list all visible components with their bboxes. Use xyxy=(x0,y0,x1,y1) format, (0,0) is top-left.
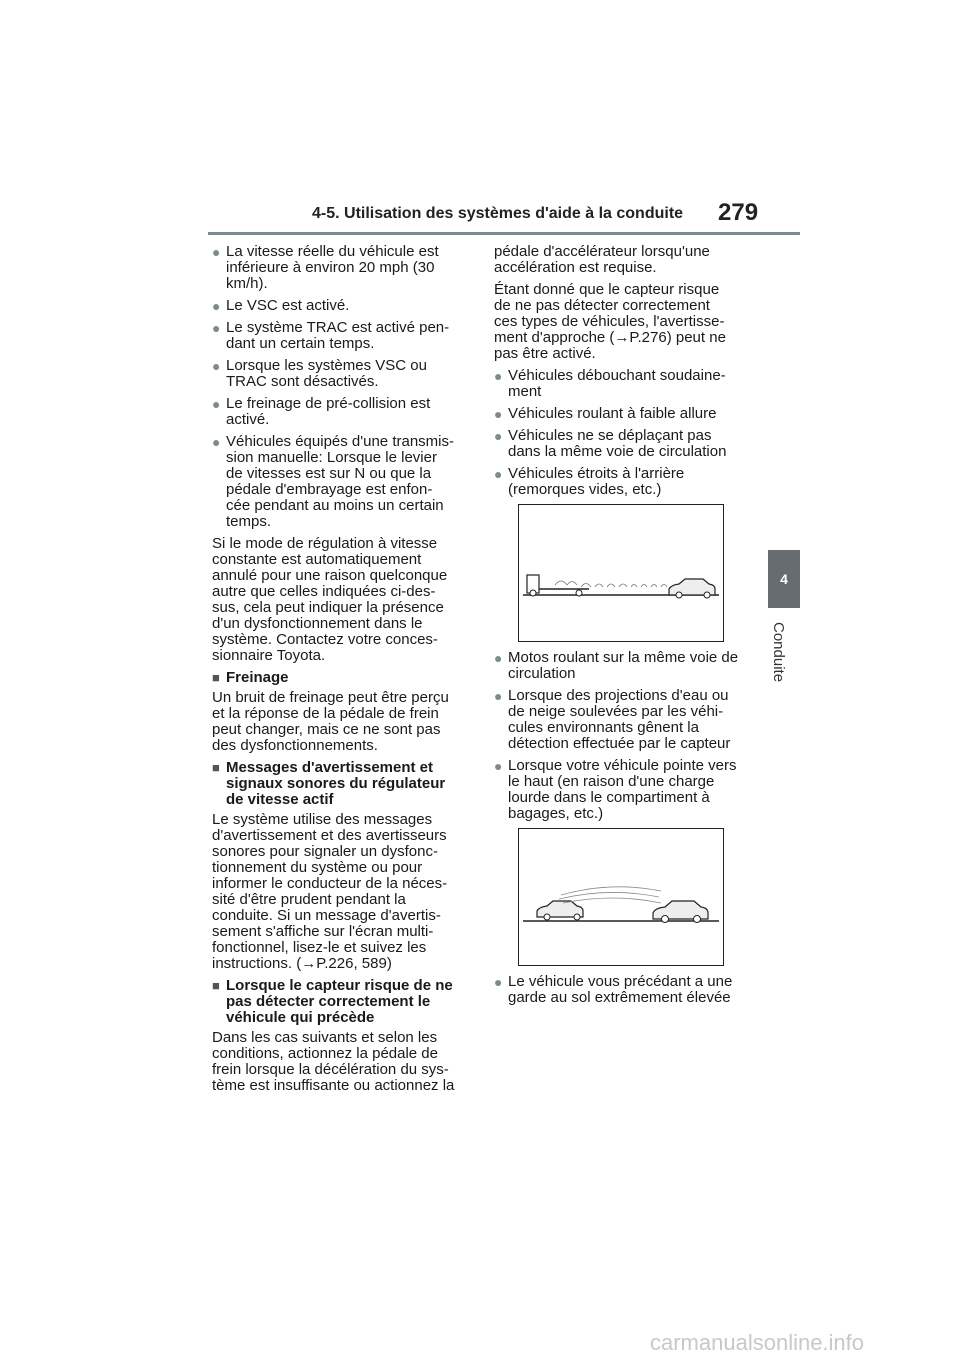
bullet-icon: ● xyxy=(494,650,503,666)
list-item: ● Lorsque votre véhicule pointe vers le haut (en raison d'une charge lourde dans le compartiment à bagages, etc.) xyxy=(494,757,737,822)
bullet-icon: ● xyxy=(494,466,503,482)
list-item: ● Lorsque les systèmes VSC ou TRAC sont désactivés. xyxy=(212,357,427,390)
list-item: ● Véhicules débouchant soudaine- ment xyxy=(494,367,726,400)
left-column xyxy=(212,244,472,1100)
section-title: 4-5. Utilisation des systèmes d'aide à la conduite xyxy=(312,205,684,222)
bullet-icon: ● xyxy=(494,688,503,704)
list-item: ● Le VSC est activé. xyxy=(212,297,350,314)
bullet-icon: ● xyxy=(212,434,221,450)
bullet-icon: ● xyxy=(212,358,221,374)
list-item: ● Véhicules ne se déplaçant pas dans la même voie de circulation xyxy=(494,427,727,460)
watermark: carmanualsonline.info xyxy=(650,1330,865,1355)
car-pitch-illustration xyxy=(518,828,724,966)
paragraph: Le système utilise des messages d'avertissement et des avertisseurs sonores pour signaler un dysfonc- tionnement du système ou pour informer le conducteur de la néces- sité d'être prudent pendant la conduite. Si un message d'avertis- sement s'affiche sur l'écran multi- fonctionnel, lisez-le et suivez les instructions. (→P.226, 589) xyxy=(212,811,448,972)
bullet-icon: ● xyxy=(494,974,503,990)
paragraph: Étant donné que le capteur risque de ne pas détecter correctement ces types de véhicules, l'avertisse- ment d'approche (→P.276) peut ne pas être activé. xyxy=(494,281,726,362)
chapter-tab[interactable]: 4 xyxy=(768,550,800,608)
list-item: ● Véhicules roulant à faible allure xyxy=(494,405,717,422)
bullet-icon: ● xyxy=(212,298,221,314)
car-pitch-drawing xyxy=(519,829,723,965)
square-bullet-icon: ■ xyxy=(212,978,220,993)
list-item: ● Motos roulant sur la même voie de circulation xyxy=(494,649,739,682)
paragraph: Si le mode de régulation à vitesse constante est automatiquement annulé pour une raison quelconque autre que celles indiquées ci-des- sus, cela peut indiquer la présence d'un dysfonctionnement dans le système. Contactez votre conces- sionnaire Toyota. xyxy=(212,535,448,664)
bullet-icon: ● xyxy=(494,428,503,444)
square-bullet-icon: ■ xyxy=(212,760,220,775)
paragraph: Un bruit de freinage peut être perçu et la réponse de la pédale de frein peut changer, mais ce ne sont pas des dysfonctionnements. xyxy=(212,689,449,754)
truck-car-drawing xyxy=(519,505,723,641)
bullet-icon: ● xyxy=(494,368,503,384)
bullet-icon: ● xyxy=(494,406,503,422)
square-bullet-icon: ■ xyxy=(212,670,220,685)
subheading: ■ Lorsque le capteur risque de ne pas détecter correctement le véhicule qui précède xyxy=(212,977,453,1026)
bullet-icon: ● xyxy=(494,758,503,774)
list-item: ● Le système TRAC est activé pen- dant un certain temps. xyxy=(212,319,450,352)
chapter-label: Conduite xyxy=(770,622,787,683)
truck-car-illustration xyxy=(518,504,724,642)
subheading: ■ Messages d'avertissement et signaux sonores du régulateur de vitesse actif xyxy=(212,759,446,808)
list-item: ● Le véhicule vous précédant a une garde au sol extrêmement élevée xyxy=(494,973,733,1006)
page-number: 279 xyxy=(718,199,759,226)
paragraph: Dans les cas suivants et selon les conditions, actionnez la pédale de frein lorsque la décélération du sys- tème est insuffisante ou actionnez la xyxy=(212,1029,455,1094)
list-item: ● Véhicules étroits à l'arrière (remorques vides, etc.) xyxy=(494,465,685,498)
bullet-icon: ● xyxy=(212,396,221,412)
header-rule xyxy=(208,232,800,235)
bullet-icon: ● xyxy=(212,244,221,260)
list-item: ● Le freinage de pré-collision est activé. xyxy=(212,395,431,428)
list-item: ● Véhicules équipés d'une transmis- sion manuelle: Lorsque le levier de vitesses est sur N ou que la pédale d'embrayage est enfon- cée pendant au moins un certain temps. xyxy=(212,433,454,530)
subheading: ■ Freinage xyxy=(212,669,289,686)
list-item: ● Lorsque des projections d'eau ou de neige soulevées par les véhi- cules environnants gênent la détection effectuée par le capteur xyxy=(494,687,731,752)
right-column xyxy=(494,244,756,1012)
list-item: ● La vitesse réelle du véhicule est inférieure à environ 20 mph (30 km/h). xyxy=(212,243,439,292)
paragraph: pédale d'accélérateur lorsqu'une accélération est requise. xyxy=(494,243,710,276)
bullet-icon: ● xyxy=(212,320,221,336)
